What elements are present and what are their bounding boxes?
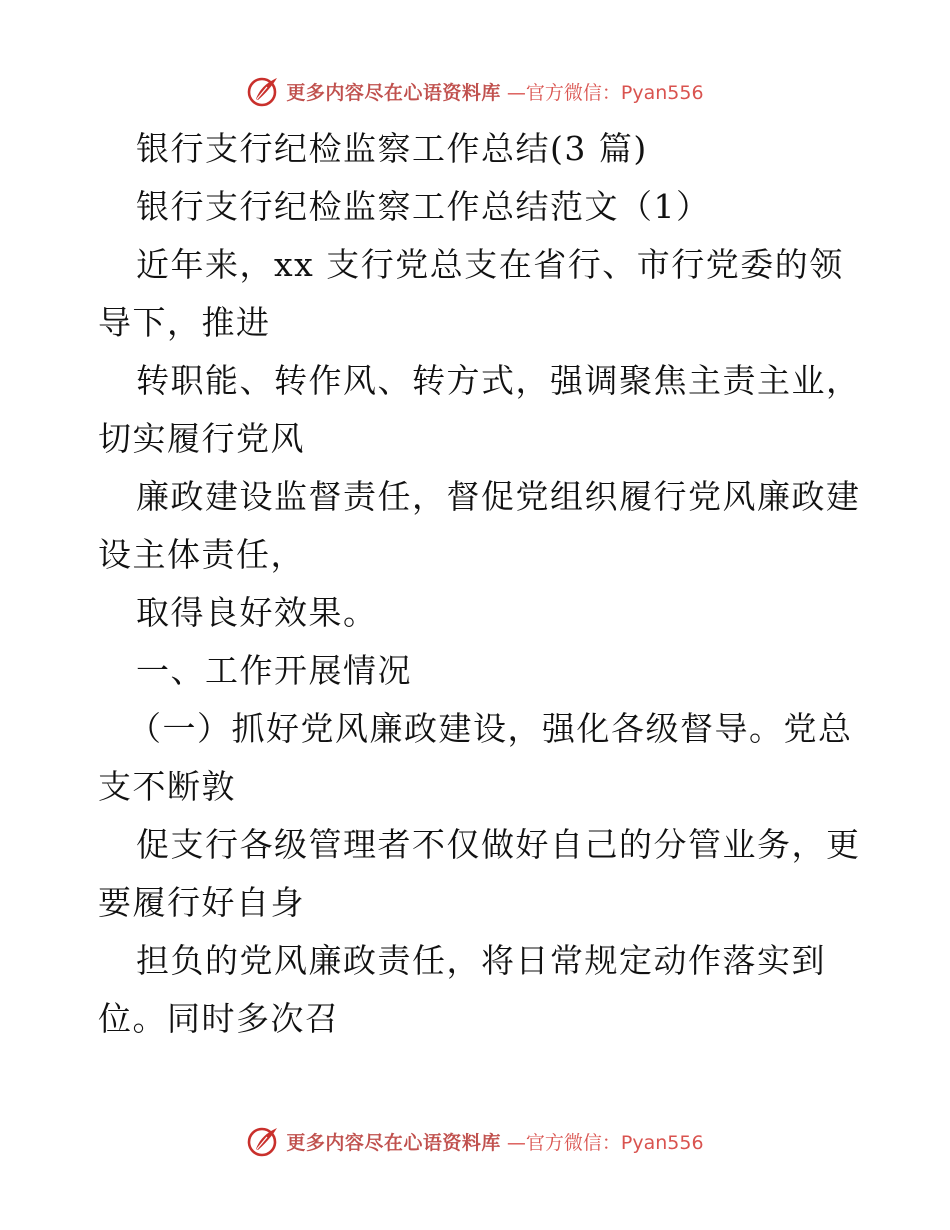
paragraph-line: 要履行好自身 — [98, 883, 305, 922]
document-body — [98, 120, 861, 1048]
watermark-contact: —官方微信：Pyan556 — [506, 81, 704, 104]
paragraph-line: 转职能、转作风、转方式，强调聚焦主责主业， — [136, 361, 861, 400]
paragraph-line: 廉政建设监督责任，督促党组织履行党风廉政建 — [136, 477, 861, 516]
watermark-text: 更多内容尽在心语资料库 — [286, 1131, 501, 1154]
paragraph-line: 取得良好效果。 — [136, 593, 378, 632]
section-heading: 银行支行纪检监察工作总结范文（1） — [136, 187, 711, 226]
paragraph-line: （一）抓好党风廉政建设，强化各级督导。党总 — [128, 709, 853, 748]
paragraph-line: 设主体责任， — [98, 535, 305, 574]
paragraph-line: 位。同时多次召 — [98, 999, 340, 1038]
footer-watermark — [0, 1121, 950, 1161]
feather-pen-logo-icon — [246, 74, 280, 108]
paragraph-line: 切实履行党风 — [98, 419, 305, 458]
paragraph-line: 促支行各级管理者不仅做好自己的分管业务，更 — [136, 825, 861, 864]
paragraph-line: 支不断敦 — [98, 767, 236, 806]
header-watermark — [0, 71, 950, 111]
feather-pen-logo-icon — [246, 1124, 280, 1158]
document-title: 银行支行纪检监察工作总结(3 篇) — [136, 129, 648, 168]
paragraph-line: 担负的党风廉政责任，将日常规定动作落实到 — [136, 941, 826, 980]
watermark-text: 更多内容尽在心语资料库 — [286, 81, 501, 104]
paragraph-line: 导下，推进 — [98, 303, 271, 342]
watermark-contact: —官方微信：Pyan556 — [506, 1131, 704, 1154]
paragraph-line: 近年来，xx 支行党总支在省行、市行党委的领 — [136, 245, 844, 284]
section-heading: 一、工作开展情况 — [136, 651, 412, 690]
